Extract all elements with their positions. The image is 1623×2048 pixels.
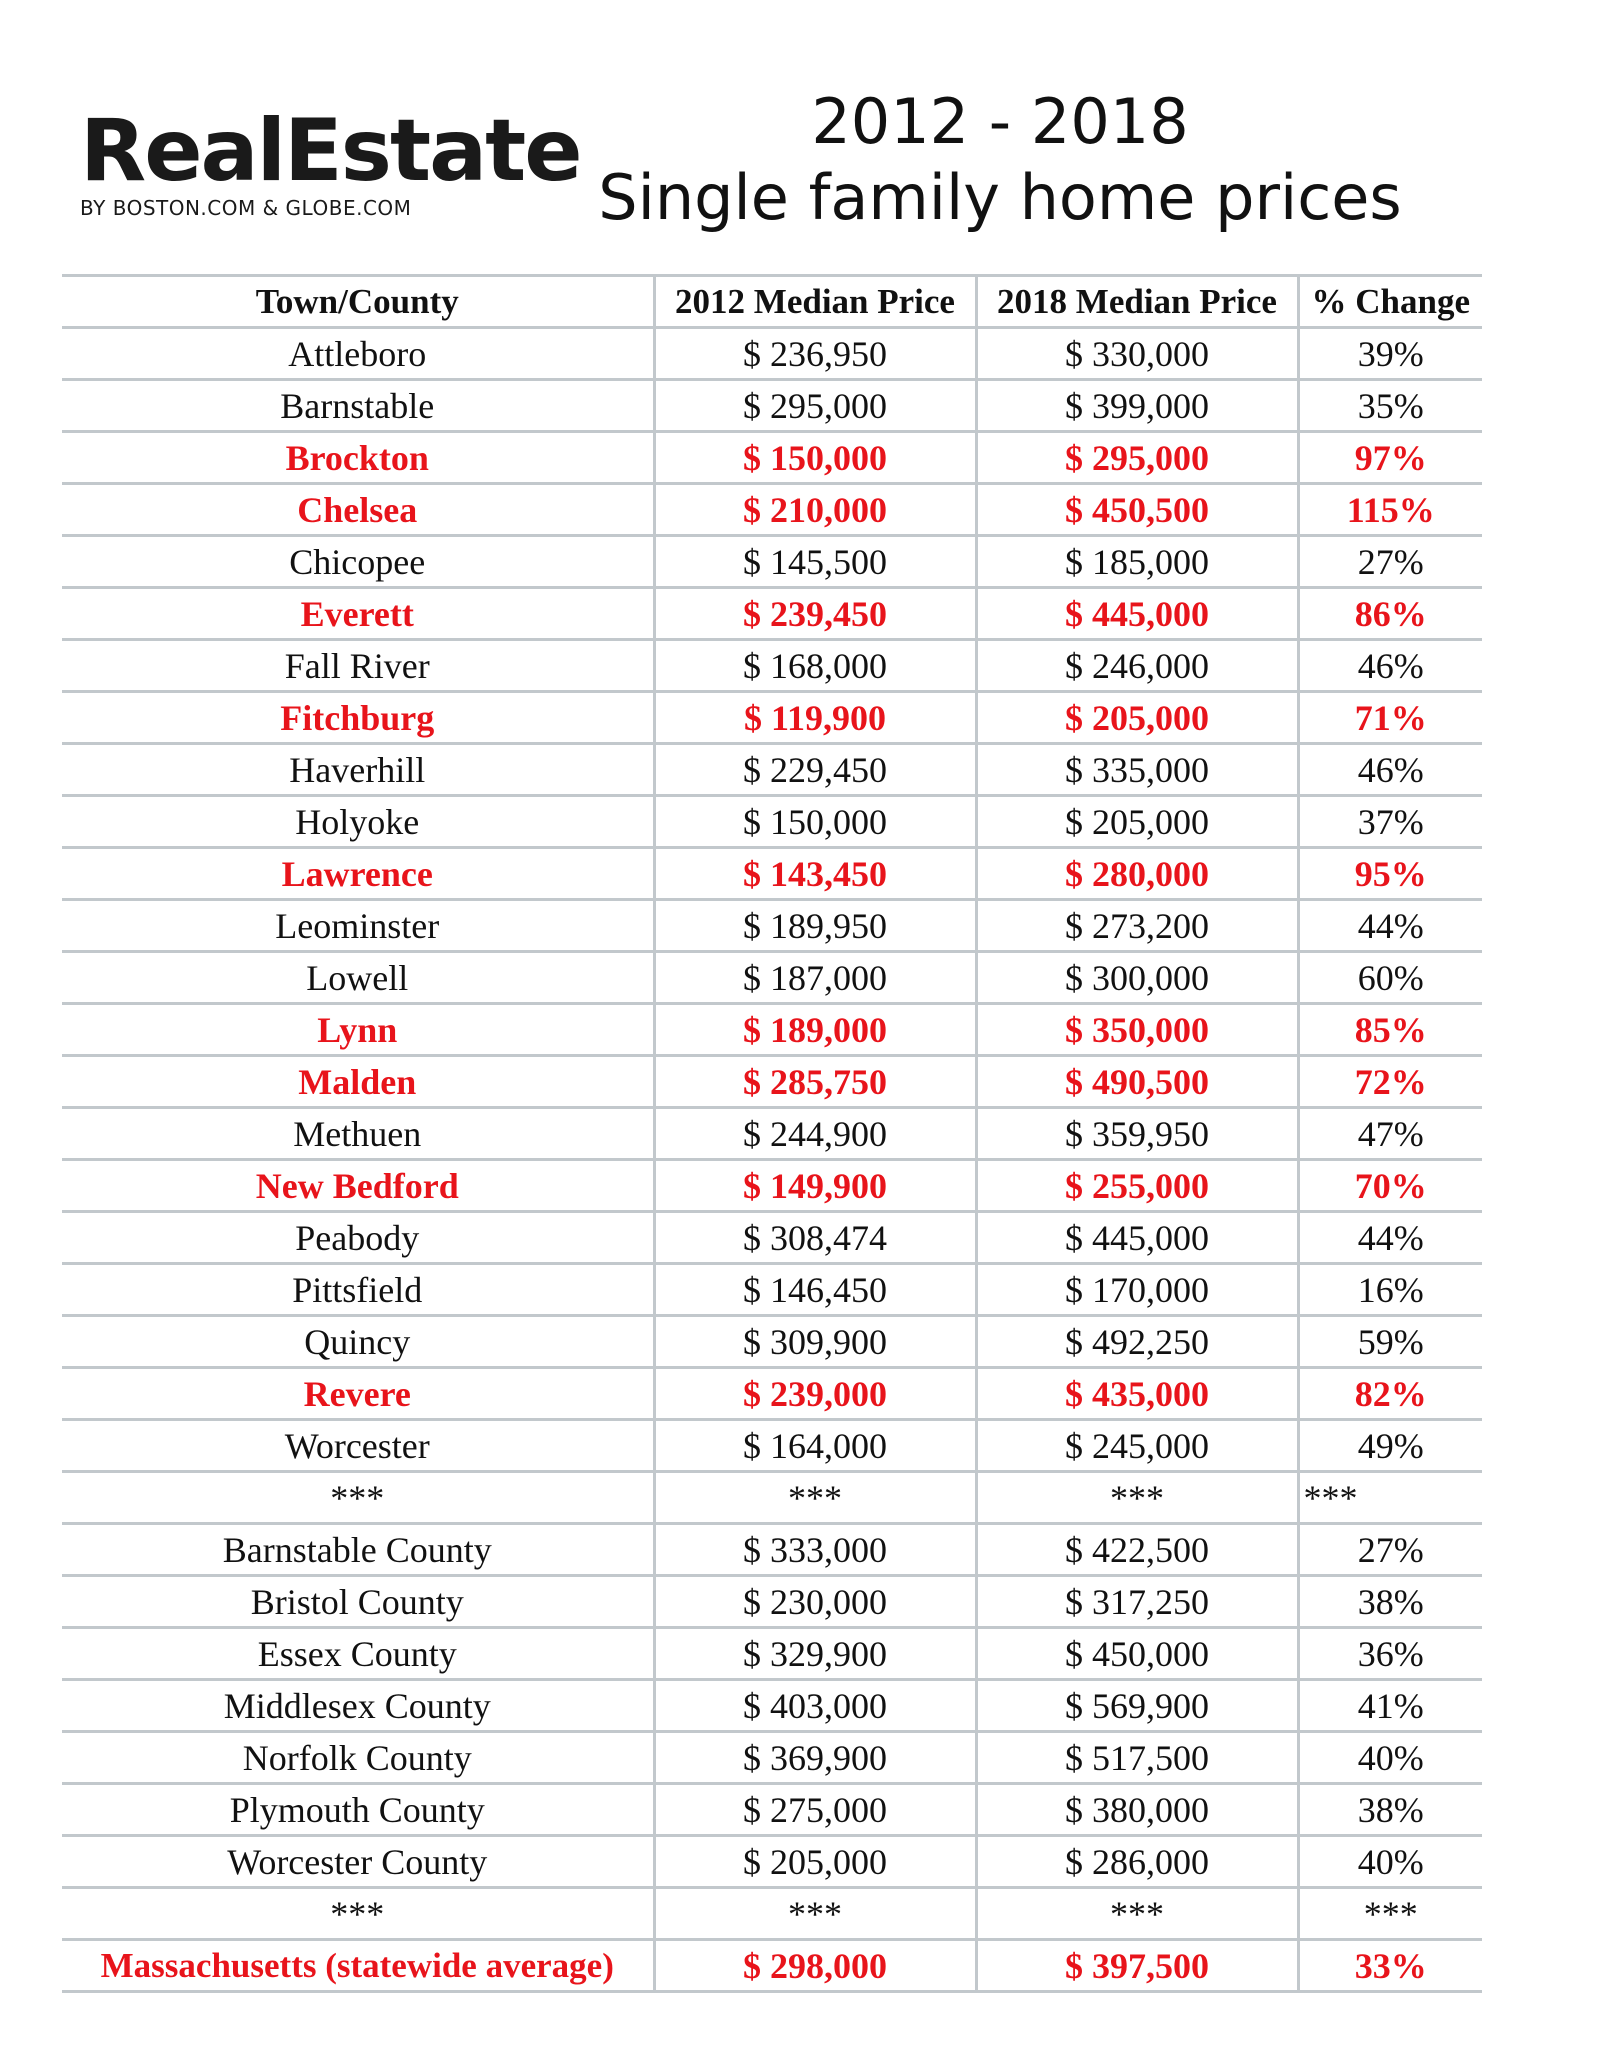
cell-town-county: Barnstable County	[62, 1524, 654, 1576]
cell-percent-change: 16%	[1298, 1264, 1482, 1316]
cell-2012-price: $ 150,000	[654, 796, 976, 848]
cell-2018-price: $ 399,000	[976, 380, 1298, 432]
table-row	[62, 328, 1482, 380]
cell-town-county: Essex County	[62, 1628, 654, 1680]
cell-percent-change: 95%	[1298, 848, 1482, 900]
cell-town-county: Fall River	[62, 640, 654, 692]
cell-2012-price: $ 210,000	[654, 484, 976, 536]
cell-2018-price: $ 280,000	[976, 848, 1298, 900]
cell-2012-price: $ 230,000	[654, 1576, 976, 1628]
cell-2018-price: ***	[976, 1888, 1298, 1940]
realestate-logo	[80, 101, 581, 220]
cell-percent-change: 49%	[1298, 1420, 1482, 1472]
header-2012-median: 2012 Median Price	[654, 276, 976, 328]
cell-percent-change: 40%	[1298, 1836, 1482, 1888]
cell-percent-change: 97%	[1298, 432, 1482, 484]
cell-percent-change: 38%	[1298, 1576, 1482, 1628]
cell-percent-change: 39%	[1298, 328, 1482, 380]
cell-percent-change: 33%	[1298, 1940, 1482, 1992]
cell-2012-price: $ 239,000	[654, 1368, 976, 1420]
cell-percent-change: 82%	[1298, 1368, 1482, 1420]
table-row	[62, 1784, 1482, 1836]
cell-2012-price: $ 403,000	[654, 1680, 976, 1732]
separator-row	[62, 1472, 1482, 1524]
header-percent-change: % Change	[1298, 276, 1482, 328]
table-row	[62, 952, 1482, 1004]
cell-town-county: Lynn	[62, 1004, 654, 1056]
cell-2018-price: $ 330,000	[976, 328, 1298, 380]
cell-2018-price: $ 397,500	[976, 1940, 1298, 1992]
table-body	[62, 328, 1482, 1992]
cell-2018-price: $ 295,000	[976, 432, 1298, 484]
cell-percent-change: 44%	[1298, 1212, 1482, 1264]
cell-town-county: Massachusetts (statewide average)	[62, 1940, 654, 1992]
cell-percent-change: 38%	[1298, 1784, 1482, 1836]
table-row	[62, 380, 1482, 432]
cell-percent-change: 36%	[1298, 1628, 1482, 1680]
cell-2012-price: $ 149,900	[654, 1160, 976, 1212]
cell-percent-change: 27%	[1298, 536, 1482, 588]
cell-town-county: Leominster	[62, 900, 654, 952]
cell-town-county: Lowell	[62, 952, 654, 1004]
table-row	[62, 588, 1482, 640]
cell-town-county: Bristol County	[62, 1576, 654, 1628]
table-row	[62, 1732, 1482, 1784]
cell-percent-change: 86%	[1298, 588, 1482, 640]
cell-town-county: Peabody	[62, 1212, 654, 1264]
cell-2018-price: $ 422,500	[976, 1524, 1298, 1576]
cell-2018-price: $ 517,500	[976, 1732, 1298, 1784]
cell-2018-price: $ 350,000	[976, 1004, 1298, 1056]
cell-town-county: Attleboro	[62, 328, 654, 380]
cell-2012-price: $ 164,000	[654, 1420, 976, 1472]
cell-town-county: Revere	[62, 1368, 654, 1420]
cell-town-county: New Bedford	[62, 1160, 654, 1212]
cell-percent-change: 70%	[1298, 1160, 1482, 1212]
cell-2012-price: $ 285,750	[654, 1056, 976, 1108]
cell-percent-change: 72%	[1298, 1056, 1482, 1108]
cell-2012-price: $ 333,000	[654, 1524, 976, 1576]
cell-percent-change: 60%	[1298, 952, 1482, 1004]
table-row	[62, 796, 1482, 848]
cell-2018-price: $ 286,000	[976, 1836, 1298, 1888]
header-row	[62, 276, 1482, 328]
table-row	[62, 1212, 1482, 1264]
cell-2018-price: $ 492,250	[976, 1316, 1298, 1368]
cell-2012-price: $ 146,450	[654, 1264, 976, 1316]
cell-town-county: ***	[62, 1888, 654, 1940]
cell-2012-price: $ 295,000	[654, 380, 976, 432]
cell-percent-change: 46%	[1298, 744, 1482, 796]
cell-town-county: ***	[62, 1472, 654, 1524]
cell-2012-price: $ 369,900	[654, 1732, 976, 1784]
cell-town-county: Chicopee	[62, 536, 654, 588]
header-town-county: Town/County	[62, 276, 654, 328]
cell-2012-price: $ 275,000	[654, 1784, 976, 1836]
logo-wordmark: RealEstate	[80, 101, 581, 201]
cell-percent-change: 27%	[1298, 1524, 1482, 1576]
cell-2012-price: $ 187,000	[654, 952, 976, 1004]
cell-town-county: Haverhill	[62, 744, 654, 796]
separator-row	[62, 1888, 1482, 1940]
cell-2012-price: $ 229,450	[654, 744, 976, 796]
cell-town-county: Worcester County	[62, 1836, 654, 1888]
table-row	[62, 1628, 1482, 1680]
cell-percent-change: 59%	[1298, 1316, 1482, 1368]
table-row	[62, 640, 1482, 692]
statewide-total-row	[62, 1940, 1482, 1992]
cell-2012-price: $ 168,000	[654, 640, 976, 692]
table-row	[62, 1368, 1482, 1420]
page-title	[560, 84, 1440, 236]
cell-town-county: Malden	[62, 1056, 654, 1108]
cell-town-county: Pittsfield	[62, 1264, 654, 1316]
cell-2018-price: $ 490,500	[976, 1056, 1298, 1108]
table-row	[62, 744, 1482, 796]
cell-2018-price: $ 450,000	[976, 1628, 1298, 1680]
cell-2018-price: $ 380,000	[976, 1784, 1298, 1836]
cell-2012-price: $ 236,950	[654, 328, 976, 380]
table-row	[62, 1576, 1482, 1628]
cell-town-county: Methuen	[62, 1108, 654, 1160]
table-row	[62, 432, 1482, 484]
cell-2018-price: $ 317,250	[976, 1576, 1298, 1628]
cell-2018-price: $ 445,000	[976, 1212, 1298, 1264]
table-row	[62, 692, 1482, 744]
cell-town-county: Holyoke	[62, 796, 654, 848]
cell-2012-price: $ 309,900	[654, 1316, 976, 1368]
cell-2012-price: $ 145,500	[654, 536, 976, 588]
cell-percent-change: 41%	[1298, 1680, 1482, 1732]
cell-2018-price: $ 335,000	[976, 744, 1298, 796]
cell-town-county: Fitchburg	[62, 692, 654, 744]
cell-percent-change: 37%	[1298, 796, 1482, 848]
cell-town-county: Quincy	[62, 1316, 654, 1368]
table-row	[62, 1524, 1482, 1576]
header-2018-median: 2018 Median Price	[976, 276, 1298, 328]
cell-2018-price: $ 435,000	[976, 1368, 1298, 1420]
cell-2012-price: $ 298,000	[654, 1940, 976, 1992]
cell-percent-change: 44%	[1298, 900, 1482, 952]
cell-2018-price: ***	[976, 1472, 1298, 1524]
table-row	[62, 900, 1482, 952]
cell-2018-price: $ 450,500	[976, 484, 1298, 536]
cell-2018-price: $ 205,000	[976, 796, 1298, 848]
cell-2018-price: $ 445,000	[976, 588, 1298, 640]
cell-2018-price: $ 273,200	[976, 900, 1298, 952]
cell-2018-price: $ 246,000	[976, 640, 1298, 692]
table-row	[62, 1316, 1482, 1368]
cell-percent-change: 46%	[1298, 640, 1482, 692]
cell-percent-change: 115%	[1298, 484, 1482, 536]
cell-percent-change: 40%	[1298, 1732, 1482, 1784]
cell-2012-price: $ 189,000	[654, 1004, 976, 1056]
table-row	[62, 1420, 1482, 1472]
cell-town-county: Chelsea	[62, 484, 654, 536]
cell-town-county: Middlesex County	[62, 1680, 654, 1732]
cell-2012-price: $ 244,900	[654, 1108, 976, 1160]
cell-2012-price: ***	[654, 1888, 976, 1940]
cell-2018-price: $ 205,000	[976, 692, 1298, 744]
title-years: 2012 - 2018	[811, 85, 1189, 158]
cell-town-county: Worcester	[62, 1420, 654, 1472]
cell-2012-price: $ 308,474	[654, 1212, 976, 1264]
cell-2018-price: $ 359,950	[976, 1108, 1298, 1160]
cell-2012-price: $ 239,450	[654, 588, 976, 640]
cell-2018-price: $ 300,000	[976, 952, 1298, 1004]
cell-2018-price: $ 569,900	[976, 1680, 1298, 1732]
cell-2012-price: ***	[654, 1472, 976, 1524]
cell-percent-change: ***	[1298, 1888, 1482, 1940]
cell-2018-price: $ 170,000	[976, 1264, 1298, 1316]
cell-percent-change: ***	[1298, 1472, 1482, 1524]
cell-percent-change: 35%	[1298, 380, 1482, 432]
table-row	[62, 848, 1482, 900]
cell-town-county: Brockton	[62, 432, 654, 484]
cell-2012-price: $ 119,900	[654, 692, 976, 744]
cell-percent-change: 47%	[1298, 1108, 1482, 1160]
cell-2012-price: $ 150,000	[654, 432, 976, 484]
cell-2018-price: $ 185,000	[976, 536, 1298, 588]
cell-2012-price: $ 143,450	[654, 848, 976, 900]
cell-town-county: Lawrence	[62, 848, 654, 900]
title-subject: Single family home prices	[598, 161, 1402, 234]
cell-2018-price: $ 255,000	[976, 1160, 1298, 1212]
table-row	[62, 1836, 1482, 1888]
table-row	[62, 1056, 1482, 1108]
cell-town-county: Plymouth County	[62, 1784, 654, 1836]
cell-2018-price: $ 245,000	[976, 1420, 1298, 1472]
cell-town-county: Everett	[62, 588, 654, 640]
cell-2012-price: $ 205,000	[654, 1836, 976, 1888]
cell-percent-change: 71%	[1298, 692, 1482, 744]
table-row	[62, 1680, 1482, 1732]
table-row	[62, 1004, 1482, 1056]
cell-town-county: Barnstable	[62, 380, 654, 432]
table-row	[62, 1108, 1482, 1160]
table-row	[62, 1264, 1482, 1316]
table-row	[62, 536, 1482, 588]
cell-2012-price: $ 189,950	[654, 900, 976, 952]
cell-town-county: Norfolk County	[62, 1732, 654, 1784]
cell-percent-change: 85%	[1298, 1004, 1482, 1056]
table-row	[62, 1160, 1482, 1212]
table-row	[62, 484, 1482, 536]
logo-tagline: BY BOSTON.COM & GLOBE.COM	[80, 196, 412, 220]
cell-2012-price: $ 329,900	[654, 1628, 976, 1680]
home-prices-table	[62, 274, 1482, 1993]
